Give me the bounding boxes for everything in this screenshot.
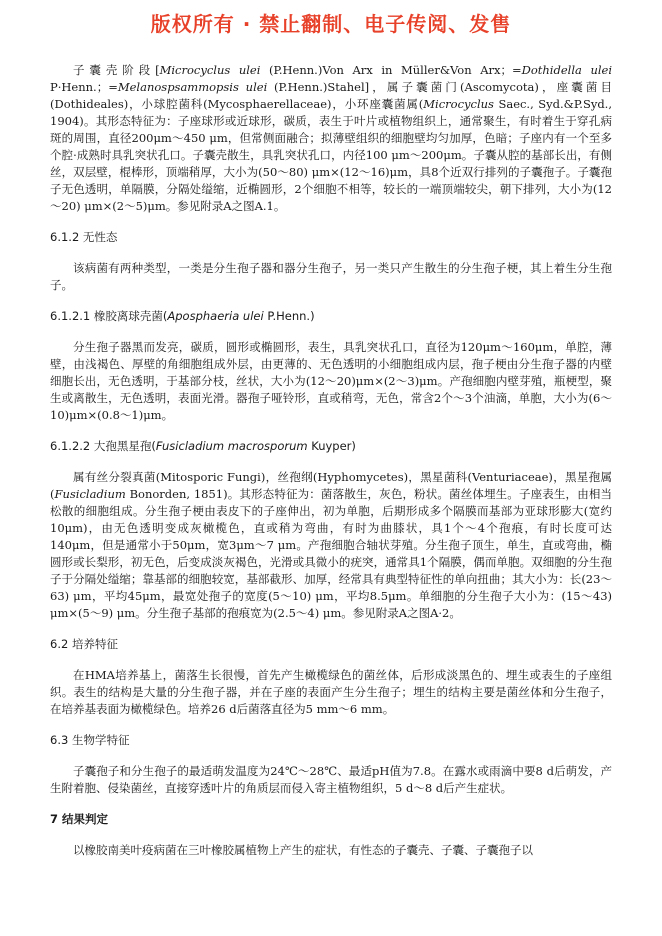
paragraph-culture: 在HMA培养基上，菌落生长很慢，首先产生橄榄绿色的菌丝体，后形成淡黑色的、埋生或表生的子座组织。表生的结构是大量的分生孢子器，并在子座的表面产生分生孢子；埋生的结构主要是菌丝体和分生孢子，在培养基表面为橄榄绿色。培养26 d后菌落直径为5 mm～6 mm。 [50, 668, 612, 716]
paragraph-fusicladium [50, 469, 612, 622]
text-run: Saec., Syd.&P.Syd., 1904)。其形态特征为：子座球形或近球形，碳质，表生于叶片或植物组织上，通常聚生，有时着生于穿孔病斑的周围，直径200μm～450 μm，但常侧面融合；拟薄壁组织的细胞壁均匀加厚，色暗；子座内有一个至多个腔·成熟时具乳突状孔口。子囊壳散生，具乳突状孔口，内径100 μm～200μm。子囊从腔的基部长出，有侧丝，双层壁，棍棒形，顶端稍厚，大小为(50～80) μm×(12～16)μm，具8个近双行排列的子囊孢子。子囊孢子无色透明，单隔膜，分隔处缢缩，近椭圆形，2个细胞不相等，较长的一端顶端较尖，朝下排列，大小为(12～20) μm×(2～5)μm。参见附录A之图A.1。 [50, 97, 612, 213]
text-run: 子囊壳阶段[ [73, 63, 160, 77]
section-heading-6-1-2-2 [50, 438, 612, 455]
paragraph-aposphaeria: 分生孢子器黑而发亮，碳质，圆形或椭圆形，表生，具乳突状孔口，直径为120μm～160μm，单腔，薄壁，由浅褐色、厚壁的角细胞组成外层，由更薄的、无色透明的小细胞组成内层，孢子梗由分生孢子器的内壁细胞长出，无色透明，于基部分枝，丝状，大小为(12～20)μm×(2～3)μm。产孢细胞内壁芽殖，瓶梗型，聚生或离散生，无色透明，表面光滑。器孢子哑铃形，直或稍弯，无色，常含2个～3个油滴，单胞，大小为(6～10)μm×(0.8～1)μm。 [50, 340, 612, 422]
paragraph-results: 以橡胶南美叶疫病菌在三叶橡胶属植物上产生的症状，有性态的子囊壳、子囊、子囊孢子以 [73, 843, 533, 857]
document-body [50, 62, 612, 859]
section-heading-6-1-2-1 [50, 308, 612, 325]
species-name: Microcyclus ulei [159, 63, 261, 77]
section-heading-6-3: 6.3 生物学特征 [50, 733, 130, 747]
text-run: P·Henn.；= [50, 80, 118, 94]
section-heading-6-1-2: 6.1.2 无性态 [50, 230, 118, 244]
section-heading-7: 7 结果判定 [50, 812, 109, 826]
text-run: (P.Henn.)Stahel]，属子囊菌门(Ascomycota)，座囊菌目(Dothideales)，小球腔菌科(Mycosphaerellaceae)，小环座囊菌属( [50, 80, 613, 111]
paragraph-anamorph-types: 该病菌有两种类型，一类是分生孢子器和器分生孢子，另一类只产生散生的分生孢子梗，其上着生分生孢子。 [50, 261, 612, 292]
species-name: Melanospsammopsis ulei [117, 80, 268, 94]
genus-name: Microcyclus [423, 97, 494, 111]
text-run: P.Henn.) [263, 309, 315, 323]
paragraph-biology: 子囊孢子和分生孢子的最适萌发温度为24℃～28℃、最适pH值为7.8。在露水或雨滴中要8 d后萌发，产生附着胞、侵染菌丝，直接穿透叶片的角质层而侵入寄主植物组织，5 d～8 d后产生症状。 [50, 764, 612, 795]
section-heading-6-2: 6.2 培养特征 [50, 637, 118, 651]
species-name: Dothidella ulei [521, 63, 613, 77]
text-run: Kuyper) [307, 439, 356, 453]
text-run: 属有丝分裂真菌(Mitosporic Fungi)，丝孢纲(Hyphomycetes)，黑星菌科(Venturiaceae)，黑星孢属( [50, 470, 612, 501]
paragraph-teleomorph [50, 62, 612, 215]
genus-name: Fusicladium [54, 487, 126, 501]
copyright-watermark: 版权所有 · 禁止翻制、电子传阅、发售 [150, 12, 512, 36]
text-run: 6.1.2.1 橡胶离球壳菌( [50, 309, 168, 323]
species-name: Fusicladium macrosporum [155, 439, 308, 453]
text-run: 6.1.2.2 大孢黑星孢( [50, 439, 156, 453]
text-run: Bonorden, 1851)。其形态特征为：菌落散生，灰色，粉状。菌丝体埋生。子座表生，由相当松散的细胞组成。分生孢子梗由表皮下的子座伸出，初为单胞，后期形成多个隔膜而基部为亚球形膨大(宽约10μm)，由无色透明变成灰橄榄色，直或稍为弯曲，有时为曲膝状，具1个～4个孢痕，有时长度可达140μm，但是通常小于50μm，宽3μm～7 μm。产孢细胞合轴状芽殖。分生孢子顶生，单生，直或弯曲，椭圆形或长梨形，初无色，后变成淡灰褐色，光滑或具微小的疣突，通常具1个隔膜，偶而单胞。双细胞的分生孢子于分隔处缢缩；靠基部的细胞较宽，基部截形、加厚，经常具有典型特征性的单向扭曲；其大小为：长(23～63) μm，平均45μm，最宽处孢子的宽度(5～10) μm，平均8.5μm。单细胞的分生孢子大小为：(15～43) μm×(5～9) μm。分生孢子基部的孢痕宽为(2.5～4) μm。参见附录A之图A·2。 [50, 487, 612, 620]
species-name: Aposphaeria ulei [167, 309, 264, 323]
text-run: (P.Henn.)Von Arx in Müller&Von Arx；= [260, 63, 522, 77]
